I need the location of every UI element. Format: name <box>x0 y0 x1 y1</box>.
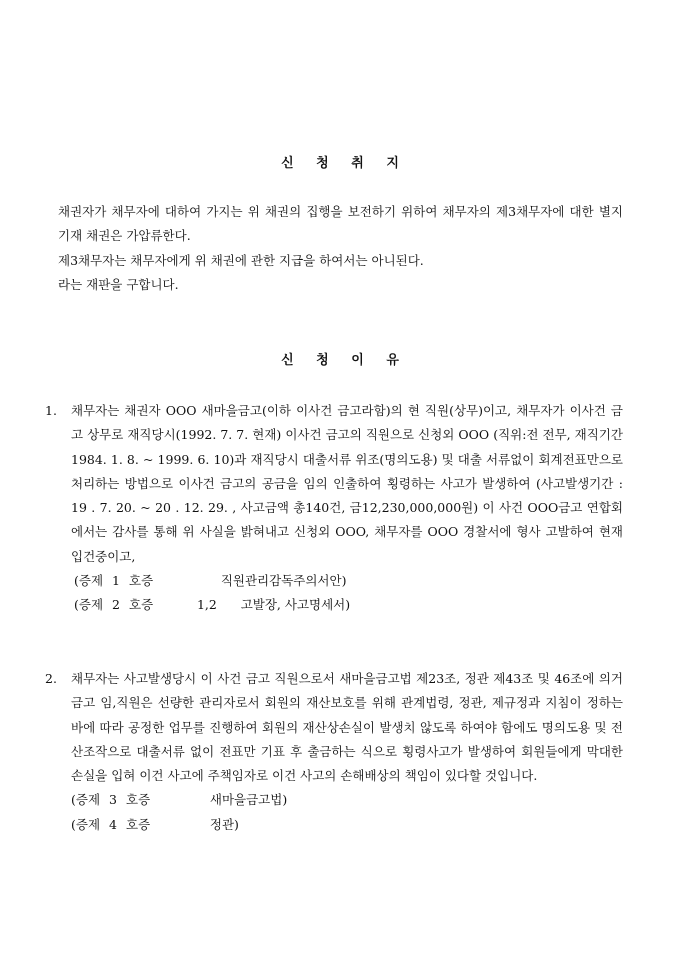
evidence-line: (증제 2 호증 1,2 고발장, 사고명세서) <box>74 597 351 613</box>
heading-application-reason: 신 청 이 유 <box>281 353 399 368</box>
item-text: 채무자는 사고발생당시 이 사건 금고 직원으로서 새마을금고법 제23조, 정관 제43조 및 46조에 의거 금고 임,직원은 선량한 관리자로서 회원의 재산보호를 위해 관계법령, 정관, 제규정과 지침이 정하는 바에 따라 공정한 업무를 진행하여 회원의 재산상손실이 발생치 않도록 하여야 함에도 명의도용 및 전산조작으로 대출서류 없이 전표만 기표 후 출금하는 식으로 횡령사고가 발생하여 회원들에게 막대한 손실을 입혀 이건 사고에 주책임자로 이건 사고의 손해배상의 책임이 있다할 것입니다. <box>71 671 623 784</box>
purpose-section <box>58 200 623 298</box>
purpose-line: 라는 재판을 구합니다. <box>58 277 179 293</box>
purpose-line: 제3채무자는 채무자에게 위 채권에 관한 지급을 하여서는 아니된다. <box>58 252 424 268</box>
reason-paragraph <box>45 399 623 569</box>
reason-paragraph <box>45 667 623 788</box>
evidence-line: (증제 1 호증 직원관리감독주의서안) <box>74 573 347 589</box>
heading-application-purpose: 신 청 취 지 <box>281 156 399 171</box>
evidence-line: (증제 3 호증 새마을금고법) <box>71 792 288 808</box>
reason-item-2 <box>45 667 623 837</box>
item-number: 1. <box>45 403 57 418</box>
reason-item-1 <box>45 399 623 618</box>
item-number: 2. <box>45 671 57 686</box>
item-text: 채무자는 채권자 OOO 새마을금고(이하 이사건 금고라함)의 현 직원(상무)이고, 채무자가 이사건 금고 상무로 재직당시(1992. 7. 7. 현재) 이사건 금고의 직원으로 신청외 OOO (직위:전 전무, 재직기간 1984. 1. 8. ~ 1999. 6. 10)과 재직당시 대출서류 위조(명의도용) 및 대출 서류없이 회계전표만으로 처리하는 방법으로 이사건 금고의 공금을 임의 인출하여 횡령하는 사고가 발생하여 (사고발생기간 : 19 . 7. 20. ~ 20 . 12. 29. , 사고금액 총140건, 금12,230,000,000원) 이 사건 OOO금고 연합회에서는 감사를 통해 위 사실을 밝혀내고 신청외 OOO, 채무자를 OOO 경찰서에 형사 고발하여 현재 입건중이고, <box>71 403 623 564</box>
evidence-line: (증제 4 호증 정관) <box>71 816 239 832</box>
purpose-line: 채권자가 채무자에 대하여 가지는 위 채권의 집행을 보전하기 위하여 채무자의 제3채무자에 대한 별지 기재 채권은 가압류한다. <box>58 204 623 244</box>
